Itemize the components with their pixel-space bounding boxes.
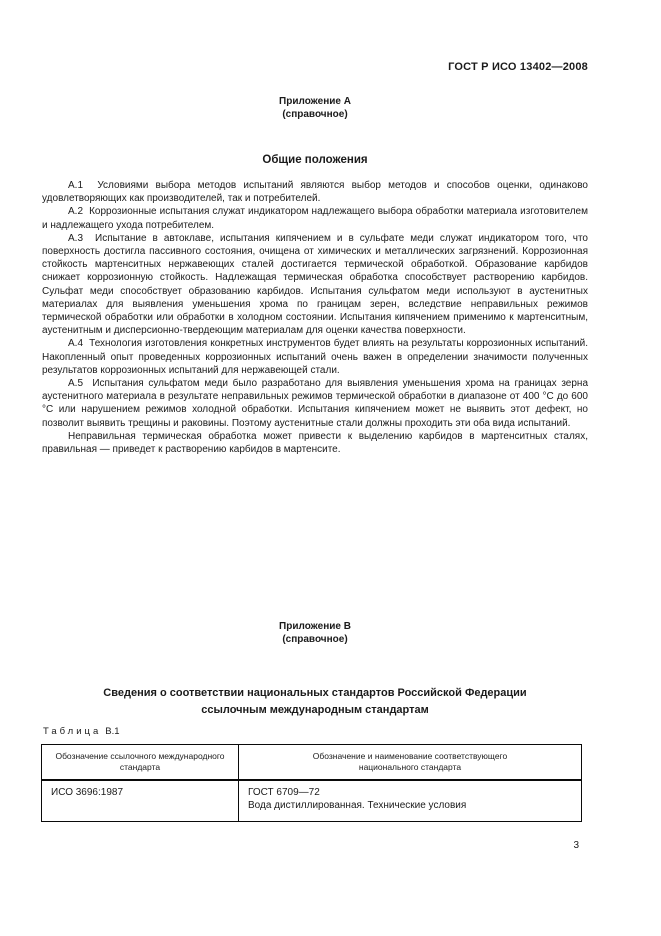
- appendix-b-heading-line1: Сведения о соответствии национальных стандартов Российской Федерации: [103, 687, 527, 699]
- table-row: [42, 780, 582, 822]
- table-caption-word: Таблица: [43, 726, 102, 737]
- correspondence-table: [41, 744, 582, 822]
- appendix-b-title: Приложение В: [279, 621, 351, 632]
- appendix-b-heading-line2: ссылочным международным стандартам: [201, 703, 429, 716]
- appendix-a-subtitle: (справочное): [282, 109, 348, 120]
- cell-intl-standard: ИСО 3696:1987: [42, 780, 239, 822]
- paragraph-a1: А.1 Условиями выбора методов испытаний являются выбор методов и способов оценки, одинаково удовлетворяющих как производителей, так и потребителей.: [42, 180, 588, 205]
- appendix-b-heading: [42, 685, 588, 718]
- page-number: 3: [573, 840, 579, 851]
- table-header-national-standard: [239, 745, 582, 781]
- table-caption-number: В.1: [105, 726, 120, 737]
- appendix-a-body: [42, 179, 588, 456]
- paragraph-a4: А.4 Технология изготовления конкретных инструментов будет влиять на результаты коррозионных испытаний. Накопленный опыт проведенных коррозионных испытаний очень важен в определении значимости полученных результатов коррозионных испытаний для нержавеющей стали.: [42, 338, 588, 376]
- paragraph-a5: А.5 Испытания сульфатом меди было разработано для выявления уменьшения хрома на границах зерна аустенитного материала в результате неправильных режимов термической обработки в диапазоне от 400 °С до 600 °С или нарушением режимов холодной обработки. Испытания кипячением может не выявить этот дефект, но позволит выявить трещины и раковины. Поэтому аустенитные стали должны проходить эти оба вида испытаний.: [42, 378, 588, 429]
- table-header-intl-standard: [42, 745, 239, 781]
- paragraph-a-final: Неправильная термическая обработка может привести к выделению карбидов в мартенситных сталях, правильная — приведет к растворению карбидов в мартенсите.: [42, 430, 588, 456]
- appendix-b-subtitle: (справочное): [282, 634, 348, 645]
- table-header-intl-line1: Обозначение ссылочного международного: [55, 751, 225, 761]
- appendix-a-title: Приложение А: [279, 96, 351, 107]
- national-standard-designation: ГОСТ 6709—72: [248, 787, 320, 798]
- table-header-intl-line2: стандарта: [119, 762, 161, 772]
- appendix-a-heading: Общие положения: [262, 154, 368, 166]
- table-header-national-line2: национального стандарта: [358, 762, 462, 772]
- doc-number: ГОСТ Р ИСО 13402—2008: [448, 61, 588, 73]
- paragraph-a3: А.3 Испытание в автоклаве, испытания кипячением и в сульфате меди служат индикатором того, что поверхность достигла пассивного состояния, очищена от химических и металлических загрязнений. Коррозионная стойкость мартенситных нержавеющих сталей достигается термической обработкой. Образование карбидов снижает коррозионную стойкость. Надлежащая термическая обработка способствует растворению карбидов. Сульфат меди способствует образованию карбидов. Испытания сульфатом меди используют в аустенитных материалах для выявления уменьшения хрома по границам зерен, вследствие неправильных режимов термической обработки или обработки в холодном состоянии. Испытания кипячением применимо к мартенситным, аустенитным и дисперсионно-твердеющим материалам для оценки качества поверхности.: [42, 232, 588, 337]
- national-standard-name: Вода дистиллированная. Технические условия: [248, 800, 467, 811]
- paragraph-a2: А.2 Коррозионные испытания служат индикатором надлежащего выбора обработки материала изготовителем и надлежащего ухода потребителем.: [42, 206, 588, 231]
- table-caption: [43, 726, 120, 737]
- table-header-national-line1: Обозначение и наименование соответствующего: [312, 751, 508, 761]
- cell-national-standard: [239, 780, 582, 822]
- table-header-row: [42, 745, 582, 781]
